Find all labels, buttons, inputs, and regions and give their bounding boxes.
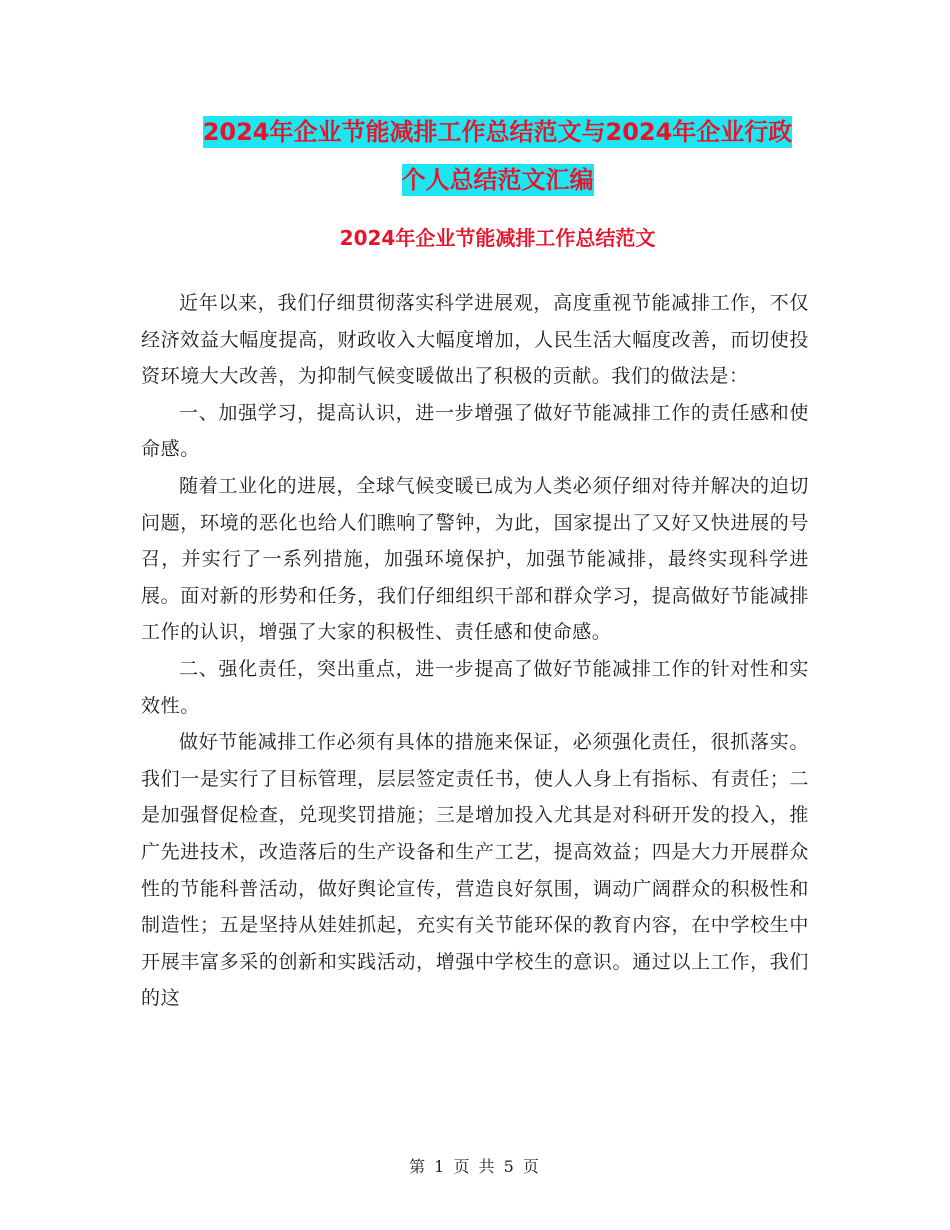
paragraph: 一、加强学习，提高认识，进一步增强了做好节能减排工作的责任感和使命感。 (141, 401, 809, 461)
main-title-line1: 2024年企业节能减排工作总结范文与2024年企业行政 (202, 118, 793, 146)
document-body (141, 285, 809, 1017)
section-title: 2024年企业节能减排工作总结范文 (339, 226, 656, 250)
main-title (140, 108, 855, 204)
page-footer: 第 1 页 共 5 页 (409, 1157, 541, 1176)
paragraph: 近年以来，我们仔细贯彻落实科学进展观，高度重视节能减排工作，不仅经济效益大幅度提高，财政收入大幅度增加，人民生活大幅度改善，而切使投资环境大大改善，为抑制气候变暖做出了积极的贡献。我们的做法是： (141, 292, 809, 388)
main-title-line2: 个人总结范文汇编 (401, 166, 594, 194)
paragraph: 二、强化责任，突出重点，进一步提高了做好节能减排工作的针对性和实效性。 (141, 657, 809, 717)
paragraph: 随着工业化的进展，全球气候变暖已成为人类必须仔细对待并解决的迫切问题，环境的恶化也给人们瞧响了警钟，为此，国家提出了又好又快进展的号召，并实行了一系列措施，加强环境保护，加强节能减排，最终实现科学进展。面对新的形势和任务，我们仔细组织干部和群众学习，提高做好节能减排工作的认识，增强了大家的积极性、责任感和使命感。 (141, 474, 809, 644)
paragraph: 做好节能减排工作必须有具体的措施来保证，必须强化责任，很抓落实。我们一是实行了目标管理，层层签定责任书，使人人身上有指标、有责任；二是加强督促检查，兑现奖罚措施；三是增加投入尤其是对科研开发的投入，推广先进技术，改造落后的生产设备和生产工艺，提高效益；四是大力开展群众性的节能科普活动，做好舆论宣传，营造良好氛围，调动广阔群众的积极性和制造性；五是坚持从娃娃抓起，充实有关节能环保的教育内容，在中学校生中开展丰富多采的创新和实践活动，增强中学校生的意识。通过以上工作，我们的这 (141, 731, 809, 1010)
